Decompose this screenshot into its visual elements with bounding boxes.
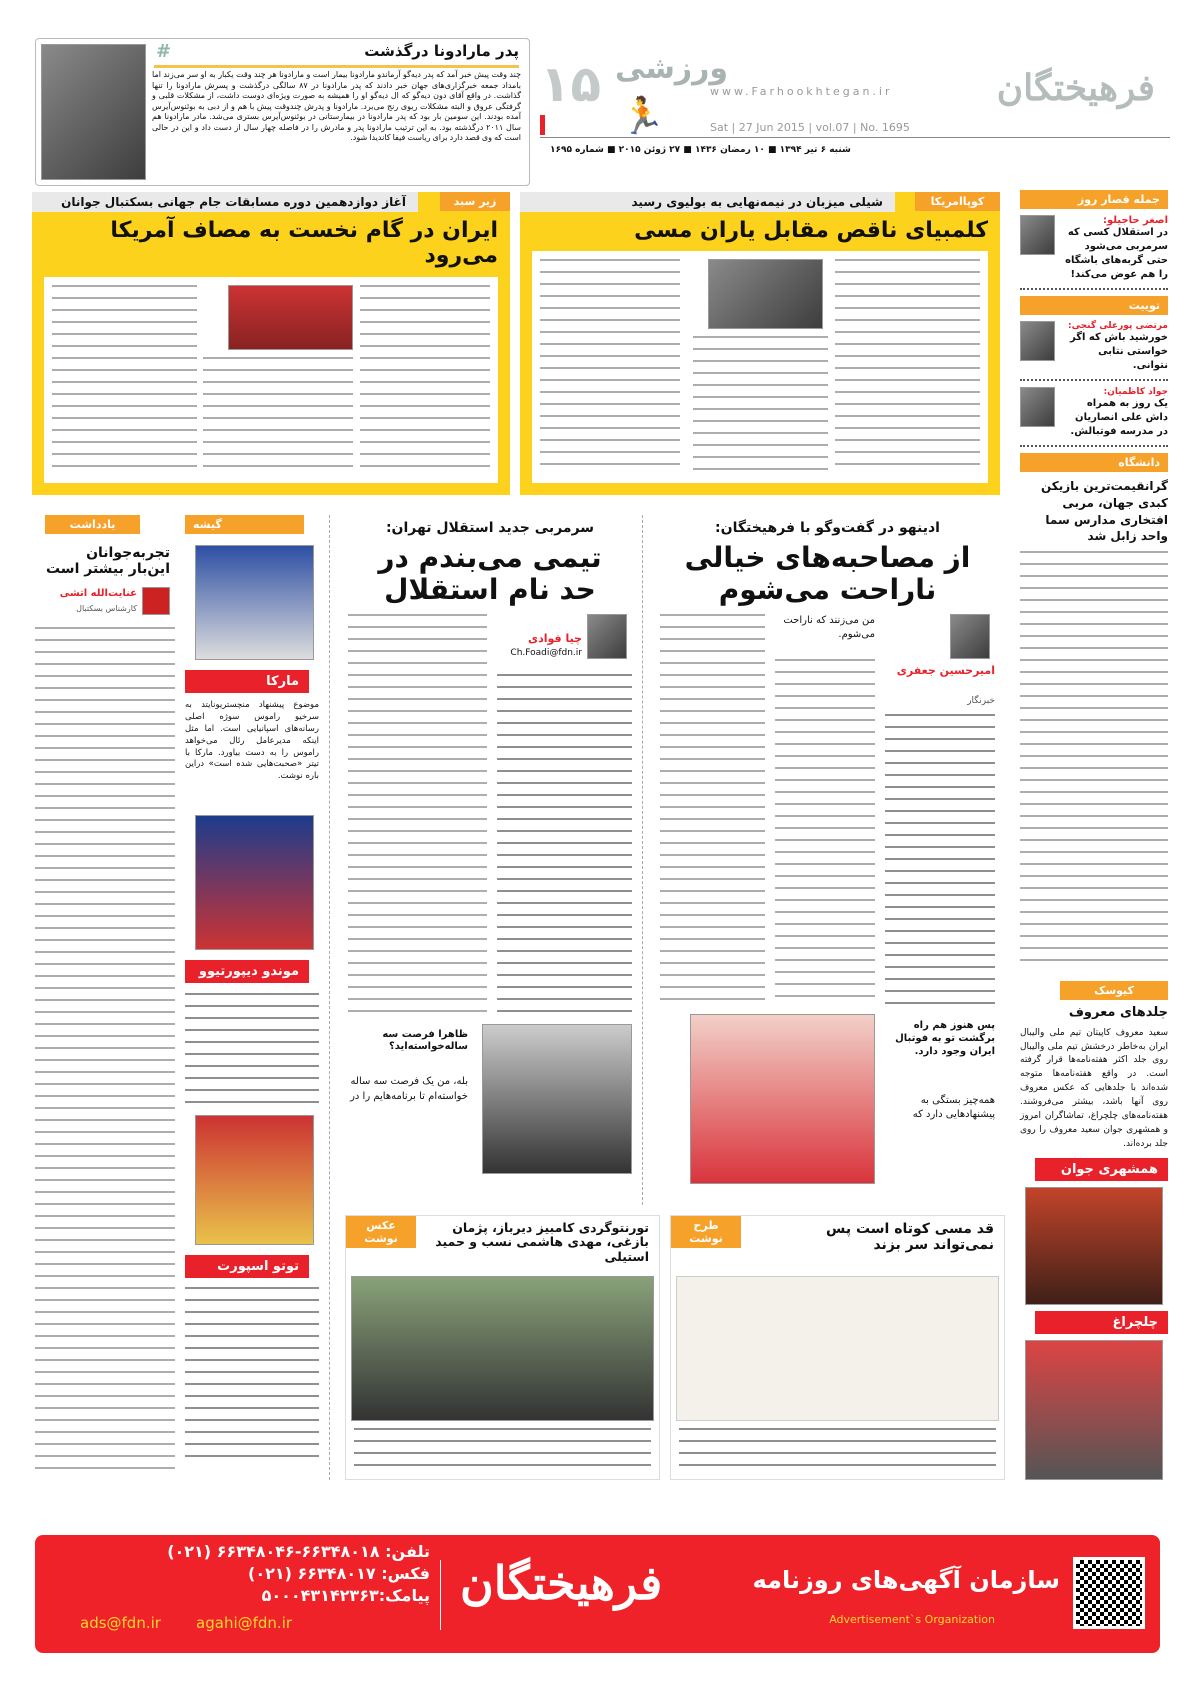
ad-email-1[interactable]: ads@fdn.ir xyxy=(80,1614,161,1632)
ad-logo: فرهیختگان xyxy=(460,1556,663,1610)
red-marker xyxy=(540,115,545,135)
reporter-name: چیا فوادی xyxy=(528,632,582,646)
quote-photo xyxy=(1020,215,1055,255)
author-photo xyxy=(142,587,170,615)
copa-title: کلمبیای ناقص مقابل یاران مسی xyxy=(634,218,988,243)
reporter-photo xyxy=(950,614,990,659)
ad-org-en: Advertisement`s Organization xyxy=(829,1613,995,1626)
adinho-title: از مصاحبه‌های خیالی ناراحت می‌شوم xyxy=(684,541,971,607)
esteghlal-kicker: سرمربی جدید استقلال تهران: xyxy=(385,520,595,536)
tweet-tag: توییت xyxy=(1020,296,1168,315)
tweet-photo-1 xyxy=(1020,321,1055,361)
copa-photo xyxy=(708,259,823,329)
maradona-story xyxy=(35,38,530,186)
tweet-name: مرتضی پورعلی گنجی: xyxy=(1067,321,1168,331)
reporter-email: Ch.Foadi@fdn.ir xyxy=(510,648,582,659)
note-column xyxy=(35,515,175,1480)
group-photo xyxy=(351,1276,654,1421)
mag-tag-chelcheragh: چلچراغ xyxy=(1035,1311,1168,1334)
mag-tag-hamshahri: همشهری جوان xyxy=(1035,1158,1168,1181)
site-url: www.Farhookhtegan.ir xyxy=(710,85,893,98)
tweet-name: جواد کاظمیان: xyxy=(1103,387,1168,397)
answer: بله، من یک فرصت سه ساله خواسته‌ام تا برنامه‌هایم را در xyxy=(350,1076,468,1103)
paper-tag: مارکا xyxy=(185,670,309,693)
kiosk-tag: کیوسک xyxy=(1060,981,1168,1000)
tweet-photo-2 xyxy=(1020,387,1055,427)
tuttosport-cover xyxy=(195,1115,314,1245)
gisheh-tag: گیشه xyxy=(185,515,304,534)
question: پس هنوز هم راه برگشت تو به فوتبال ایران وجود دارد. xyxy=(895,1020,995,1058)
masthead xyxy=(540,45,1170,170)
ad-phone: تلفن: ۶۶۳۴۸۰۱۸-۶۶۳۴۸۰۴۶ (۰۲۱) xyxy=(167,1542,430,1561)
adinho-kicker: ادینهو در گفت‌وگو با فرهیختگان: xyxy=(715,520,940,536)
paper-tag: موندو دیپورتیوو xyxy=(185,960,309,983)
kiosk-title: جلدهای معروف xyxy=(1068,1004,1168,1020)
coach-photo xyxy=(482,1024,632,1174)
story-body: چند وقت پیش خبر آمد که پدر دیه‌گو آرماندو مارادونا بیمار است و مارادونا هر چند وقت یکبار به او سر می‌زند اما بامداد جمعه خبرگزاری‌های جهان خبر دادند که پدر مارادونا در ۸۷ سالگی درگذشت و پسرش مارادونا را تنها گذاشت. در واقع آقای دون دیه‌گو که ال دیه‌گو او را همیشه به صورت ویژه‌ای دوست داشت، از مشکلات قلبی و گرفتگی عروق و البته مشکلات ریوی رنج می‌برد. مارادونا و پدرش چندوقت پیش با هم و از دبی به بوئنوس‌آیرس آمده بودند. این سومین بار بود که پدر مارادونا در بیمارستانی در بوئنوس‌آیرس بستری می‌شد. مادر مارادونا هم سال ۲۰۱۱ درگذشته بود. به این ترتیب مارادونا پدر و مادرش را در فاصله چهار سال از دست داد و این در حالی است که وی قصد دارد برای ریاست فیفا کاندیدا شود. xyxy=(152,70,521,143)
adinho-photo xyxy=(690,1014,875,1184)
esteghlal-title: تیمی می‌بندم در حد نام استقلال xyxy=(378,541,602,607)
marca-cover xyxy=(195,545,314,660)
date-fa: شنبه ۶ تیر ۱۳۹۴ ■ ۱۰ رمضان ۱۴۳۶ ■ ۲۷ ژوئن ۲۰۱۵ ■ شماره ۱۶۹۵ xyxy=(550,145,851,155)
copa-kicker: شیلی میزبان در نیمه‌نهایی به بولیوی رسید xyxy=(520,192,895,212)
basket-title: ایران در گام نخست به مصاف آمریکا می‌رود xyxy=(110,218,498,269)
date-en: Sat | 27 Jun 2015 | vol.07 | No. 1695 xyxy=(710,121,910,134)
note-author: عنایت‌الله اتشی xyxy=(59,588,137,599)
quote-name: اصغر حاجیلو: xyxy=(1102,215,1168,226)
cartoon-tag: طرح نوشت xyxy=(671,1216,741,1248)
masthead-logo: فرهیختگان xyxy=(996,67,1155,109)
cartoon-story xyxy=(670,1215,1005,1480)
note-author-role: کارشناس بسکتبال xyxy=(76,604,137,613)
maradona-photo xyxy=(41,44,146,180)
mundo-cover xyxy=(195,815,314,950)
ad-banner xyxy=(35,1535,1160,1653)
hash-icon: # xyxy=(156,41,172,62)
divider xyxy=(154,65,519,68)
quote-tag: جمله قصار روز xyxy=(1020,190,1168,209)
copa-tag: کوپاامریکا xyxy=(915,192,1000,211)
right-sidebar xyxy=(1020,190,1168,1480)
note-tag: یادداشت xyxy=(45,515,140,534)
cartoon-title: قد مسی کوتاه است پس نمی‌تواند سر بزند xyxy=(826,1221,994,1254)
page-number: ۱۵ xyxy=(540,55,602,113)
uni-tag: دانشگاه xyxy=(1020,453,1168,472)
section-title: ورزشی xyxy=(615,51,729,86)
ad-fax: فکس: ۶۶۳۴۸۰۱۷ (۰۲۱) xyxy=(248,1564,430,1583)
esteghlal-story xyxy=(338,515,643,1205)
uni-title: گرانقیمت‌ترین بازیکن کبدی جهان، مربی افتخاری مدارس سما واحد زابل شد xyxy=(1040,479,1168,544)
paper-tag: توتو اسپورت xyxy=(185,1255,309,1278)
adinho-story xyxy=(650,515,1005,1205)
basket-box xyxy=(32,192,510,495)
reporter-name: امیرحسین جعفری xyxy=(896,664,995,678)
gisheh-column xyxy=(180,515,330,1480)
marca-text: موضوع پیشنهاد منچستریونایتد به سرخیو راموس سوژه اصلی رسانه‌های اسپانیایی است. اما مثل اینکه مدیرعامل رئال می‌خواهد راموس را به دست بیاورد. مارکا با تیتر «صحبت‌هایی شده است» دراین باره نوشت. xyxy=(185,700,319,782)
reporter-role: خبرنگار xyxy=(967,696,995,707)
photo-story-title: تورنتوگردی کامبیز دیرباز، پژمان بازغی، مهدی هاشمی نسب و حمید استیلی xyxy=(435,1220,649,1264)
quote-text: در استقلال کسی که سرمربی می‌شود حتی گربه‌های باشگاه را هم عوض می‌کند! xyxy=(1065,227,1168,280)
story-title: پدر مارادونا درگذشت xyxy=(364,42,519,60)
adinho-lead: من می‌زنند که ناراحت می‌شوم. xyxy=(783,615,875,641)
ad-email-2[interactable]: agahi@fdn.ir xyxy=(196,1614,293,1632)
photo-story xyxy=(345,1215,660,1480)
ad-sms: پیامک:۵۰۰۰۴۳۱۴۲۳۶۳ xyxy=(261,1586,430,1605)
basket-kicker: آغاز دوازدهمین دوره مسابقات جام جهانی بسکتبال جوانان xyxy=(32,192,418,212)
runner-icon: 🏃 xyxy=(620,96,665,137)
photo-story-tag: عکس نوشت xyxy=(346,1216,416,1248)
answer: همه‌چیز بستگی به پیشنهادهایی دارد که xyxy=(912,1095,995,1121)
basket-tag: زیر سبد xyxy=(440,192,510,211)
note-title: تجربه‌جوانان این‌بار بیشتر است xyxy=(45,545,170,578)
hamshahri-cover xyxy=(1025,1187,1163,1305)
ad-org: سازمان آگهی‌های روزنامه xyxy=(752,1566,1060,1594)
cartoon-image xyxy=(676,1276,999,1421)
chelcheragh-cover xyxy=(1025,1340,1163,1480)
tweet-text: یک روز به همراه داش علی انصاریان در مدرسه فوتبالش. xyxy=(1070,398,1168,437)
reporter-photo xyxy=(587,614,627,659)
question: ظاهرا فرصت سه ساله‌خواسته‌اید؟ xyxy=(382,1029,468,1052)
basket-team-photo xyxy=(228,285,353,350)
copa-box xyxy=(520,192,1000,495)
qr-code xyxy=(1073,1557,1145,1629)
tweet-text: خورشید باش که اگر خواستی نتابی نتوانی. xyxy=(1069,332,1168,371)
kiosk-body: سعید معروف کاپیتان تیم ملی والیبال ایران به‌خاطر درخشش تیم ملی والیبال روی جلد اکثر هفته‌نامه‌ها قرار گرفته است. در واقع هفته‌نامه‌ها متوجه شده‌اند با جلدهایی که عکس معروف روی آنها باشد، بیشتر می‌فروشند. هفته‌نامه‌های چلچراغ، تماشاگران امروز و همشهری جوان سعید معروف را روی جلد برده‌اند. xyxy=(1020,1027,1168,1150)
divider xyxy=(540,137,1170,138)
